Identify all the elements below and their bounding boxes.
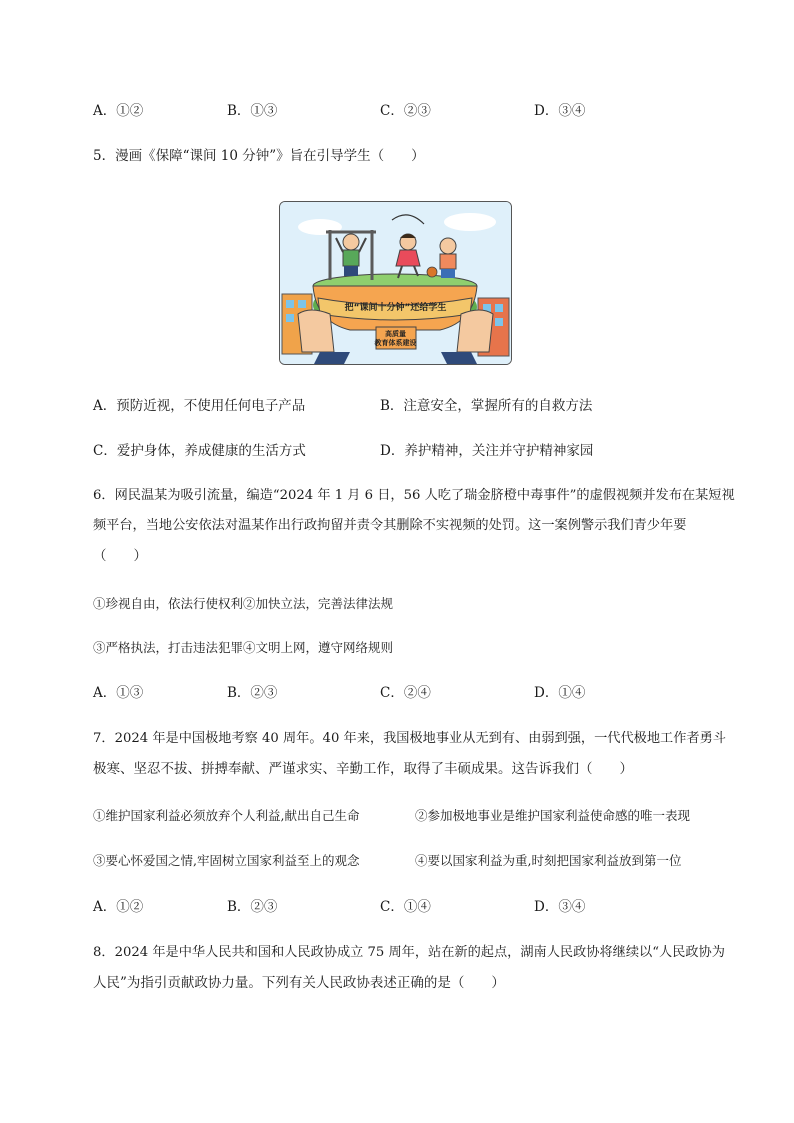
q6-items-1: ①珍视自由，依法行使权利②加快立法，完善法律法规 <box>93 596 394 611</box>
q7-stem-line2: 极寒、坚忍不拔、拼搏奉献、严谨求实、辛勤工作，取得了丰硕成果。这告诉我们（ ） <box>93 761 633 777</box>
cartoon-base-line1: 高质量 <box>385 330 406 338</box>
q6-stem-line3: （ ） <box>93 548 147 564</box>
q7-item-3: ③要心怀爱国之情,牢固树立国家利益至上的观念 <box>93 853 360 868</box>
cartoon-base-line2: 教育体系建设 <box>374 339 417 347</box>
q6-option-b: B．②③ <box>227 685 278 701</box>
q8-stem-line2: 人民”为指引贡献政协力量。下列有关人民政协表述正确的是（ ） <box>93 975 505 991</box>
q5-cartoon <box>279 201 512 365</box>
q6-items-2: ③严格执法，打击违法犯罪④文明上网，遵守网络规则 <box>93 640 394 655</box>
q4-option-a: A．①② <box>93 103 144 119</box>
q8-stem-line1: 8．2024 年是中华人民共和国和人民政协成立 75 周年，站在新的起点，湖南人民政协将继续以“人民政协为 <box>93 945 725 960</box>
q5-option-d: D．养护精神，关注并守护精神家园 <box>380 443 594 459</box>
q7-option-a: A．①② <box>93 899 144 915</box>
q7-option-b: B．②③ <box>227 899 278 915</box>
q4-option-c: C．②③ <box>380 103 431 119</box>
q7-option-c: C．①④ <box>380 899 431 915</box>
q7-item-2: ②参加极地事业是维护国家利益使命感的唯一表现 <box>415 808 691 823</box>
q6-option-c: C．②④ <box>380 685 431 701</box>
q7-stem-line1: 7．2024 年是中国极地考察 40 周年。40 年来，我国极地事业从无到有、由弱到强，一代代极地工作者勇斗 <box>93 731 726 746</box>
q6-option-a: A．①③ <box>93 685 144 701</box>
q4-option-b: B．①③ <box>227 103 278 119</box>
q6-option-d: D．①④ <box>534 685 586 701</box>
q5-option-b: B．注意安全，掌握所有的自救方法 <box>380 398 593 414</box>
q6-stem-line2: 频平台，当地公安依法对温某作出行政拘留并责令其删除不实视频的处罚。这一案例警示我们青少年要 <box>93 518 687 533</box>
q7-item-4: ④要以国家利益为重,时刻把国家利益放到第一位 <box>415 853 682 868</box>
q7-option-d: D．③④ <box>534 899 586 915</box>
q5-stem: 5．漫画《保障“课间 10 分钟”》旨在引导学生（ ） <box>93 148 425 164</box>
q5-option-c: C．爱护身体，养成健康的生活方式 <box>93 443 306 459</box>
cartoon-banner: 把“课间十分钟”还给学生 <box>344 303 447 313</box>
q6-stem-line1: 6．网民温某为吸引流量，编造“2024 年 1 月 6 日，56 人吃了瑞金脐橙中毒事件”的虚假视频并发布在某短视 <box>93 488 735 503</box>
q4-option-d: D．③④ <box>534 103 586 119</box>
q5-option-a: A．预防近视，不使用任何电子产品 <box>93 398 306 414</box>
q7-item-1: ①维护国家利益必须放弃个人利益,献出自己生命 <box>93 808 360 823</box>
